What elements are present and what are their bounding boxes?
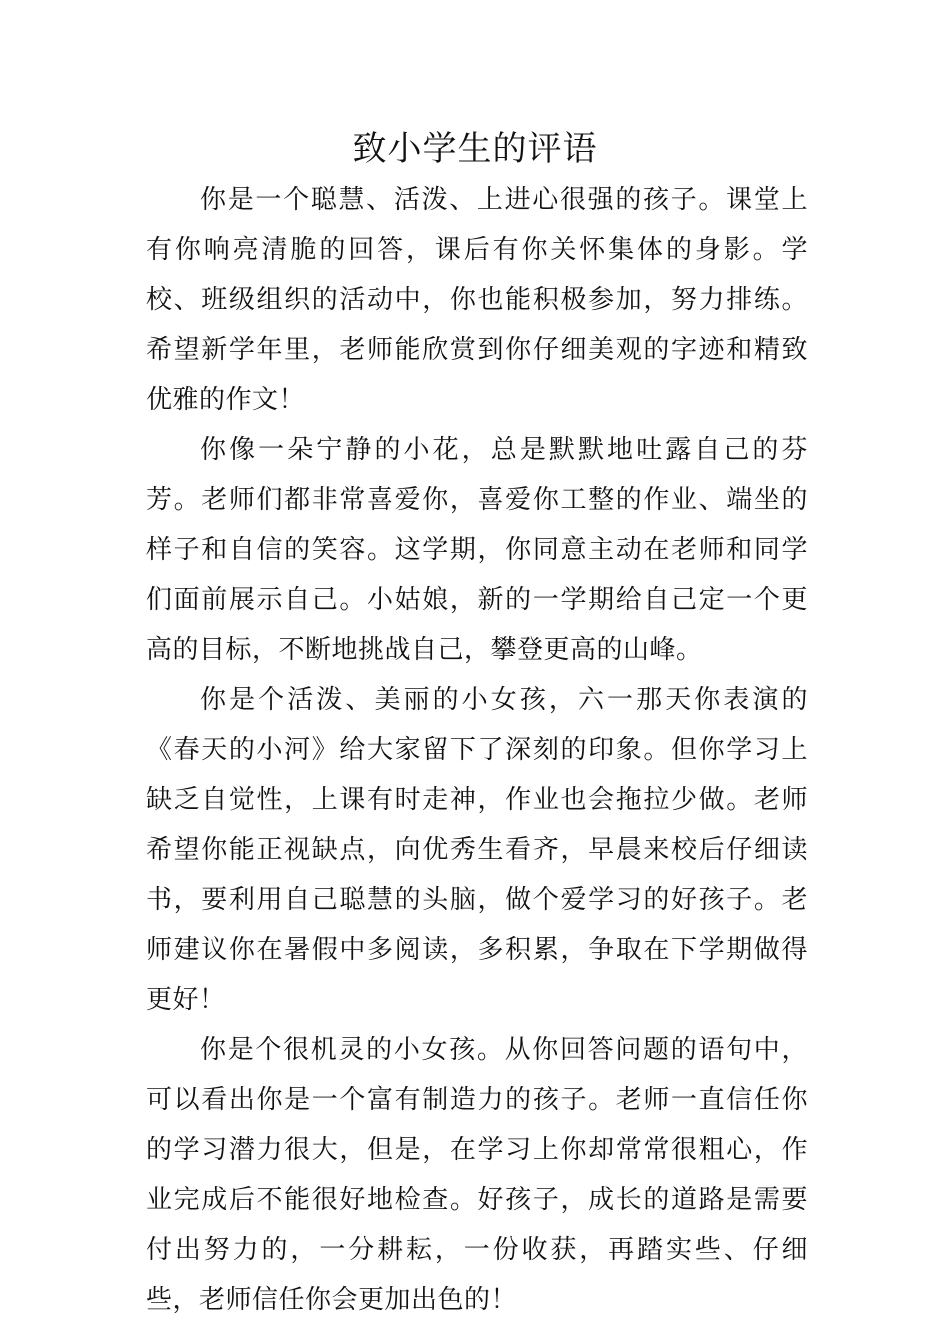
paragraph-3: 你是个活泼、美丽的小女孩，六一那天你表演的《春天的小河》给大家留下了深刻的印象。但你学习上缺乏自觉性，上课有时走神，作业也会拖拉少做。老师希望你能正视缺点，向优秀生看齐，早晨来校后仔细读书，要利用自己聪慧的头脑，做个爱学习的好孩子。老师建议你在暑假中多阅读，多积累，争取在下学期做得更好！ bbox=[146, 685, 808, 1015]
document-body bbox=[146, 175, 808, 1325]
paragraph-2: 你像一朵宁静的小花，总是默默地吐露自己的芬芳。老师们都非常喜爱你，喜爱你工整的作业、端坐的样子和自信的笑容。这学期，你同意主动在老师和同学们面前展示自己。小姑娘，新的一学期给自己定一个更高的目标，不断地挑战自己，攀登更高的山峰。 bbox=[146, 435, 808, 665]
paragraph-4: 你是个很机灵的小女孩。从你回答问题的语句中，可以看出你是一个富有制造力的孩子。老师一直信任你的学习潜力很大，但是，在学习上你却常常很粗心，作业完成后不能很好地检查。好孩子，成长的道路是需要付出努力的，一分耕耘，一份收获，再踏实些、仔细些，老师信任你会更加出色的！ bbox=[146, 1035, 808, 1315]
paragraph-1: 你是一个聪慧、活泼、上进心很强的孩子。课堂上有你响亮清脆的回答，课后有你关怀集体的身影。学校、班级组织的活动中，你也能积极参加，努力排练。希望新学年里，老师能欣赏到你仔细美观的字迹和精致优雅的作文！ bbox=[146, 185, 808, 415]
document-title: 致小学生的评语 bbox=[352, 129, 598, 169]
